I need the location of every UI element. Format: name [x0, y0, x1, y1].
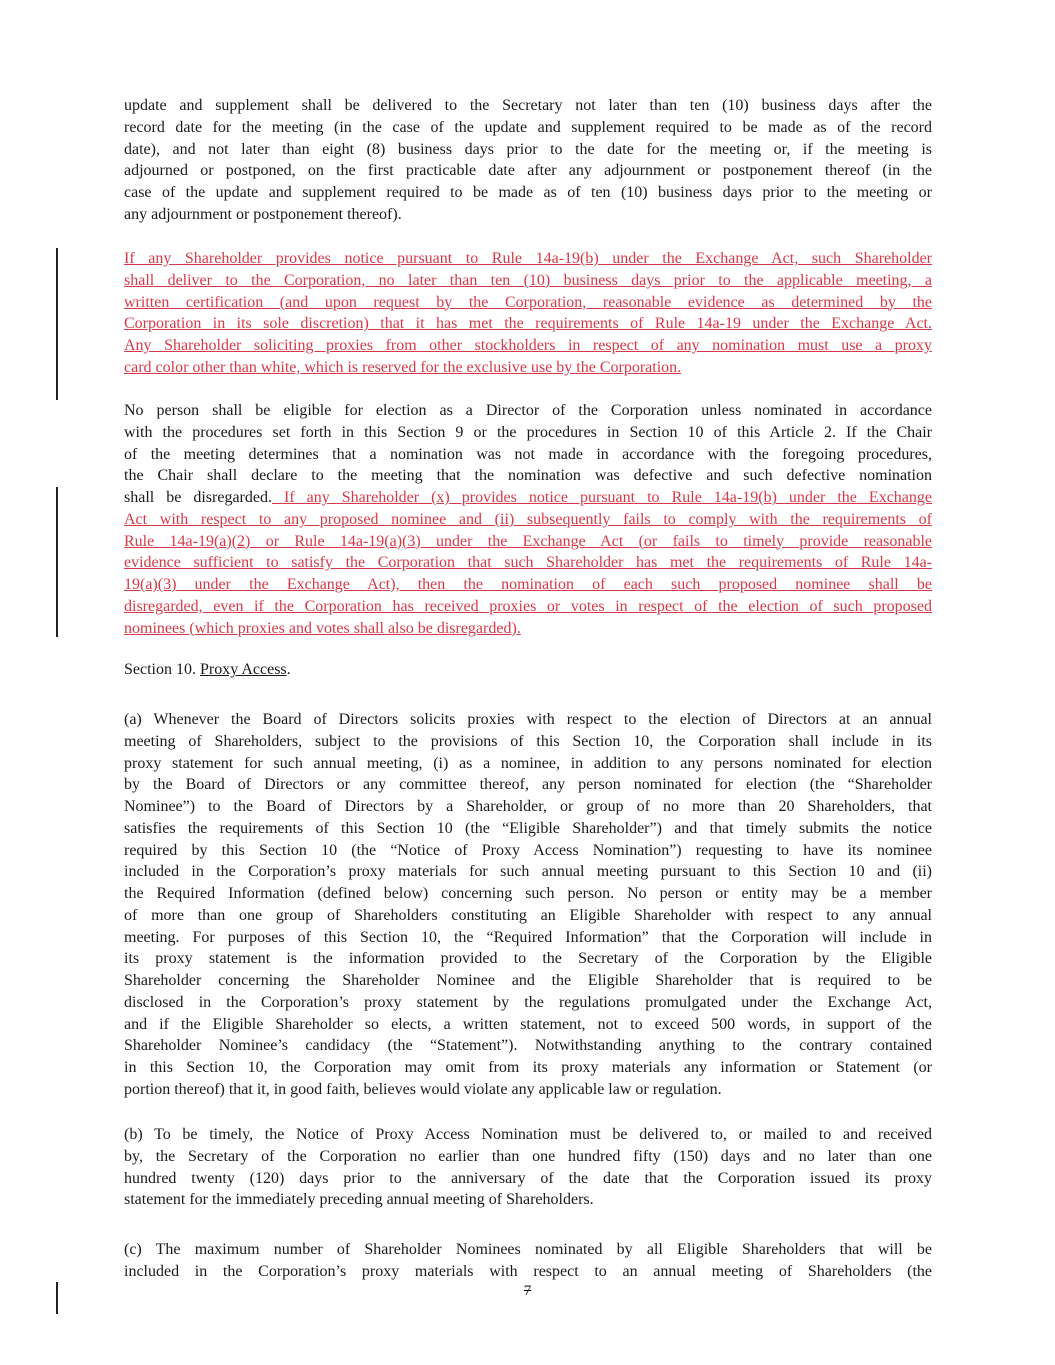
text-segment: Section 10. [124, 661, 200, 678]
inserted-text: Any Shareholder soliciting proxies from other stockholders in respect of any nomination must use a proxy [124, 337, 932, 354]
inserted-text: If any Shareholder provides notice pursuant to Rule 14a-19(b) under the Exchange Act, such Shareholder [124, 250, 932, 267]
paragraph-10a [124, 709, 932, 1101]
inserted-text: card color other than white, which is reserved for the exclusive use by the Corporation. [124, 358, 682, 376]
text-line [124, 182, 932, 204]
text-line [124, 818, 932, 840]
text-segment: Shareholder concerning the Shareholder Nominee and the Eligible Shareholder that is required to be [124, 972, 932, 989]
text-line [124, 992, 932, 1014]
text-line [124, 1261, 932, 1283]
text-line [124, 95, 932, 117]
text-line [124, 970, 932, 992]
text-segment: satisfies the requirements of this Section 10 (the “Eligible Shareholder”) and that timely submits the notice [124, 819, 932, 837]
text-segment: proxy statement for such annual meeting, (i) as a nominee, in addition to any persons nominated for election [124, 754, 932, 772]
text-segment: of more than one group of Shareholders constituting an Eligible Shareholder with respect to any annual [124, 906, 932, 924]
text-line [124, 1189, 932, 1211]
text-segment: Shareholder Nominee’s candidacy (the “Statement”). Notwithstanding anything to the contrary contained [124, 1037, 932, 1055]
text-segment: . [286, 661, 291, 678]
text-segment: statement for the immediately preceding annual meeting of Shareholders. [124, 1191, 594, 1209]
text-line [124, 204, 932, 226]
inserted-text: disregarded, even if the Corporation has received proxies or votes in respect of the election of such proposed [124, 597, 932, 615]
text-line [124, 659, 932, 681]
text-line [124, 927, 932, 949]
text-line [124, 160, 932, 182]
inserted-text: nominees (which proxies and votes shall also be disregarded). [124, 619, 521, 637]
text-line [124, 1168, 932, 1190]
inserted-text: Corporation in its sole discretion) that it has met the requirements of Rule 14a-19 under the Exchange Act. [124, 315, 932, 333]
text-line [124, 531, 932, 553]
text-segment: disclosed in the Corporation’s proxy statement by the regulations promulgated under the Exchange Act, [124, 993, 932, 1011]
page-number: 7 [523, 1283, 532, 1299]
text-line [124, 905, 932, 927]
text-segment: in this Section 10, the Corporation may omit from its proxy materials any information or Statement (or [124, 1059, 932, 1076]
text-line [124, 248, 932, 270]
text-line [124, 1035, 932, 1057]
text-line [124, 313, 932, 335]
text-line [124, 1146, 932, 1168]
inserted-text: Act with respect to any proposed nominee and (ii) subsequently fails to comply with the requirements of [124, 510, 932, 528]
text-segment: meeting. For purposes of this Section 10, the “Required Information” that the Corporation will include in [124, 928, 932, 946]
text-segment: shall be disregarded. [124, 489, 272, 506]
paragraph-director-eligibility [124, 400, 932, 639]
text-line [124, 753, 932, 775]
text-segment: by the Board of Directors or any committee thereof, any person nominated for election (the “Shareholder [124, 776, 932, 794]
text-line [124, 840, 932, 862]
text-line [124, 1014, 932, 1036]
text-line [124, 731, 932, 753]
text-line [124, 465, 932, 487]
text-line [124, 292, 932, 314]
text-line [124, 357, 932, 379]
inserted-text: written certification (and upon request by the Corporation, reasonable evidence as determined by the [124, 293, 932, 311]
text-segment: Nominee”) to the Board of Directors by a Shareholder, or group of no more than 20 Shareholders, that [124, 798, 932, 815]
text-segment: required by this Section 10 (the “Notice of Proxy Access Nomination”) requesting to have its nominee [124, 841, 932, 859]
text-segment: No person shall be eligible for election as a Director of the Corporation unless nominated in accordance [124, 402, 932, 419]
text-line [124, 618, 932, 640]
text-line [124, 574, 932, 596]
text-line [124, 422, 932, 444]
text-segment: with the procedures set forth in this Section 9 or the procedures in Section 10 of this Article 2. If the Chair [124, 423, 932, 441]
change-bar [56, 487, 58, 637]
text-segment: case of the update and supplement required to be made as of ten (10) business days prior to the meeting or [124, 184, 932, 201]
text-line [124, 509, 932, 531]
inserted-text: 19(a)(3) under the Exchange Act), then the nomination of each such proposed nominee shall be [124, 576, 932, 593]
change-bar [56, 248, 58, 400]
text-segment: its proxy statement is the information provided to the Secretary of the Corporation by the Eligible [124, 950, 932, 968]
text-line [124, 139, 932, 161]
inserted-text: evidence sufficient to satisfy the Corporation that such Shareholder has met the requirements of Rule 14a- [124, 554, 932, 572]
inserted-text: If any Shareholder (x) provides notice pursuant to Rule 14a-19(b) under the Exchange [271, 489, 932, 506]
text-line [124, 948, 932, 970]
text-segment: (b) To be timely, the Notice of Proxy Access Nomination must be delivered to, or mailed to and received [124, 1126, 932, 1143]
text-line [124, 796, 932, 818]
text-segment: date), and not later than eight (8) business days prior to the date for the meeting or, if the meeting is [124, 140, 932, 158]
paragraph-rule-14a19-certification [124, 248, 932, 379]
text-line [124, 400, 932, 422]
text-segment: meeting of Shareholders, subject to the provisions of this Section 10, the Corporation shall include in its [124, 732, 932, 750]
text-segment: and if the Eligible Shareholder so elects, a written statement, not to exceed 500 words, in support of the [124, 1015, 932, 1033]
text-segment: update and supplement shall be delivered to the Secretary not later than ten (10) business days after the [124, 97, 932, 114]
text-line [124, 596, 932, 618]
text-segment: by, the Secretary of the Corporation no earlier than one hundred fifty (150) days and no later than one [124, 1147, 932, 1165]
underlined-heading: Proxy Access [200, 661, 287, 678]
text-line [124, 1239, 932, 1261]
text-segment: the Chair shall declare to the meeting that the nomination was defective and such defective nomination [124, 467, 932, 485]
text-segment: included in the Corporation’s proxy materials with respect to an annual meeting of Shareholders (the [124, 1262, 932, 1280]
paragraph-10b [124, 1124, 932, 1211]
text-line [124, 487, 932, 509]
inserted-text: Rule 14a-19(a)(2) or Rule 14a-19(a)(3) under the Exchange Act (or fails to timely provide reasonable [124, 532, 932, 550]
section-10-heading [124, 659, 932, 681]
text-segment: included in the Corporation’s proxy materials for such annual meeting pursuant to this Section 10 and (ii) [124, 863, 932, 881]
text-segment: record date for the meeting (in the case of the update and supplement required to be made as of the record [124, 118, 932, 136]
text-line [124, 335, 932, 357]
text-line [124, 270, 932, 292]
paragraph-10c [124, 1239, 932, 1283]
text-line [124, 1079, 932, 1101]
text-line [124, 117, 932, 139]
text-segment: adjourned or postponed, on the first practicable date after any adjournment or postponement thereof (in the [124, 162, 932, 180]
text-line [124, 1124, 932, 1146]
paragraph-record-date-update [124, 95, 932, 226]
text-segment: any adjournment or postponement thereof). [124, 205, 402, 223]
text-segment: hundred twenty (120) days prior to the anniversary of the date that the Corporation issued its proxy [124, 1169, 932, 1187]
text-segment: the Required Information (defined below) concerning such person. No person or entity may be a member [124, 885, 932, 902]
inserted-text: shall deliver to the Corporation, no later than ten (10) business days prior to the applicable meeting, a [124, 271, 932, 289]
text-line [124, 861, 932, 883]
text-line [124, 552, 932, 574]
text-line [124, 444, 932, 466]
text-line [124, 774, 932, 796]
text-segment: (c) The maximum number of Shareholder Nominees nominated by all Eligible Shareholders that will be [124, 1241, 932, 1258]
text-segment: portion thereof) that it, in good faith, believes would violate any applicable law or regulation. [124, 1080, 722, 1098]
text-segment: (a) Whenever the Board of Directors solicits proxies with respect to the election of Directors at an annual [124, 711, 932, 728]
text-line [124, 1057, 932, 1079]
text-line [124, 883, 932, 905]
text-segment: of the meeting determines that a nomination was not made in accordance with the foregoing procedures, [124, 445, 932, 463]
text-line [124, 709, 932, 731]
